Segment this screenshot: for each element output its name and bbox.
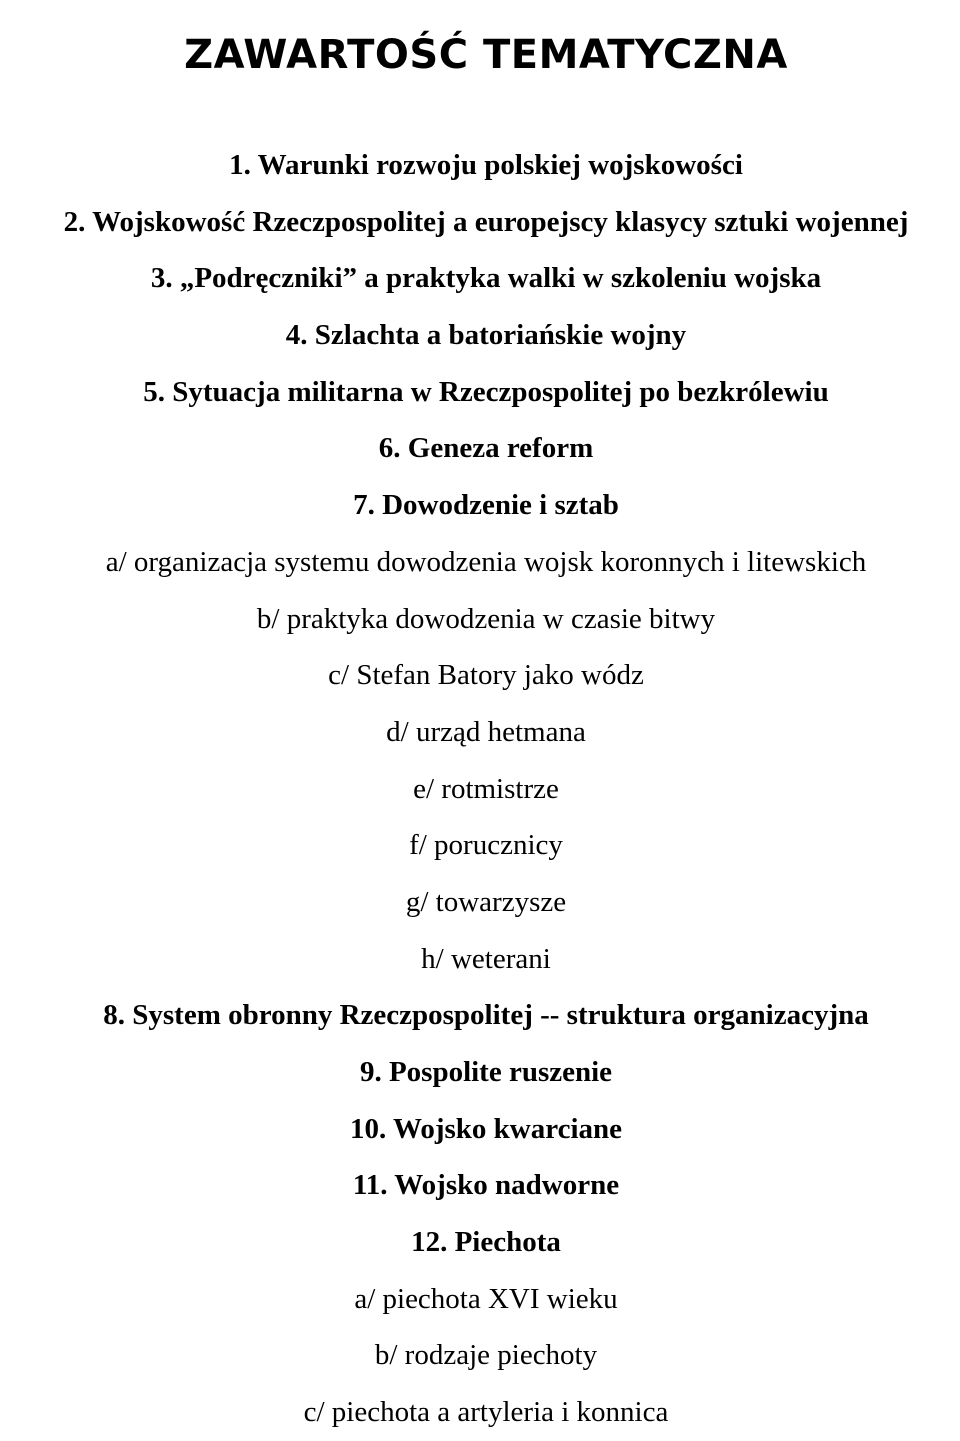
toc-subsection: a/ piechota XVI wieku [354, 1282, 618, 1315]
toc-subsection: b/ praktyka dowodzenia w czasie bitwy [256, 602, 716, 635]
toc-chapter: 8. System obronny Rzeczpospolitej -- struktura organizacyjna [103, 999, 869, 1032]
toc-chapter: 3. „Podręczniki” a praktyka walki w szkoleniu wojska [150, 262, 822, 295]
toc-subsection: h/ weterani [421, 942, 551, 975]
toc-subsection: c/ piechota a artyleria i konnica [303, 1396, 669, 1429]
toc-chapter: 4. Szlachta a batoriańskie wojny [285, 319, 687, 352]
toc-subsection: d/ urząd hetmana [386, 715, 586, 748]
toc-subsection: a/ organizacja systemu dowodzenia wojsk koronnych i litewskich [105, 545, 867, 578]
toc-chapter: 10. Wojsko kwarciane [349, 1112, 623, 1145]
toc-chapter: 5. Sytuacja militarna w Rzeczpospolitej po bezkrólewiu [143, 375, 829, 408]
toc-subsection: g/ towarzysze [405, 885, 567, 918]
page-title: ZAWARTOŚĆ TEMATYCZNA [184, 31, 788, 78]
toc-chapter: 6. Geneza reform [378, 432, 594, 465]
toc-subsection: b/ rodzaje piechoty [374, 1339, 598, 1372]
toc-chapter: 11. Wojsko nadworne [352, 1169, 620, 1202]
toc-chapter: 9. Pospolite ruszenie [359, 1056, 613, 1088]
toc-subsection: e/ rotmistrze [413, 772, 559, 805]
toc-chapter: 7. Dowodzenie i sztab [353, 489, 619, 522]
toc-chapter: 12. Piechota [411, 1226, 561, 1259]
toc-chapter: 2. Wojskowość Rzeczpospolitej a europejscy klasycy sztuki wojennej [63, 205, 909, 238]
toc-subsection: c/ Stefan Batory jako wódz [328, 659, 644, 692]
table-of-contents [0, 137, 960, 1441]
toc-subsection: f/ porucznicy [409, 829, 563, 862]
toc-chapter: 1. Warunki rozwoju polskiej wojskowości [229, 149, 743, 181]
